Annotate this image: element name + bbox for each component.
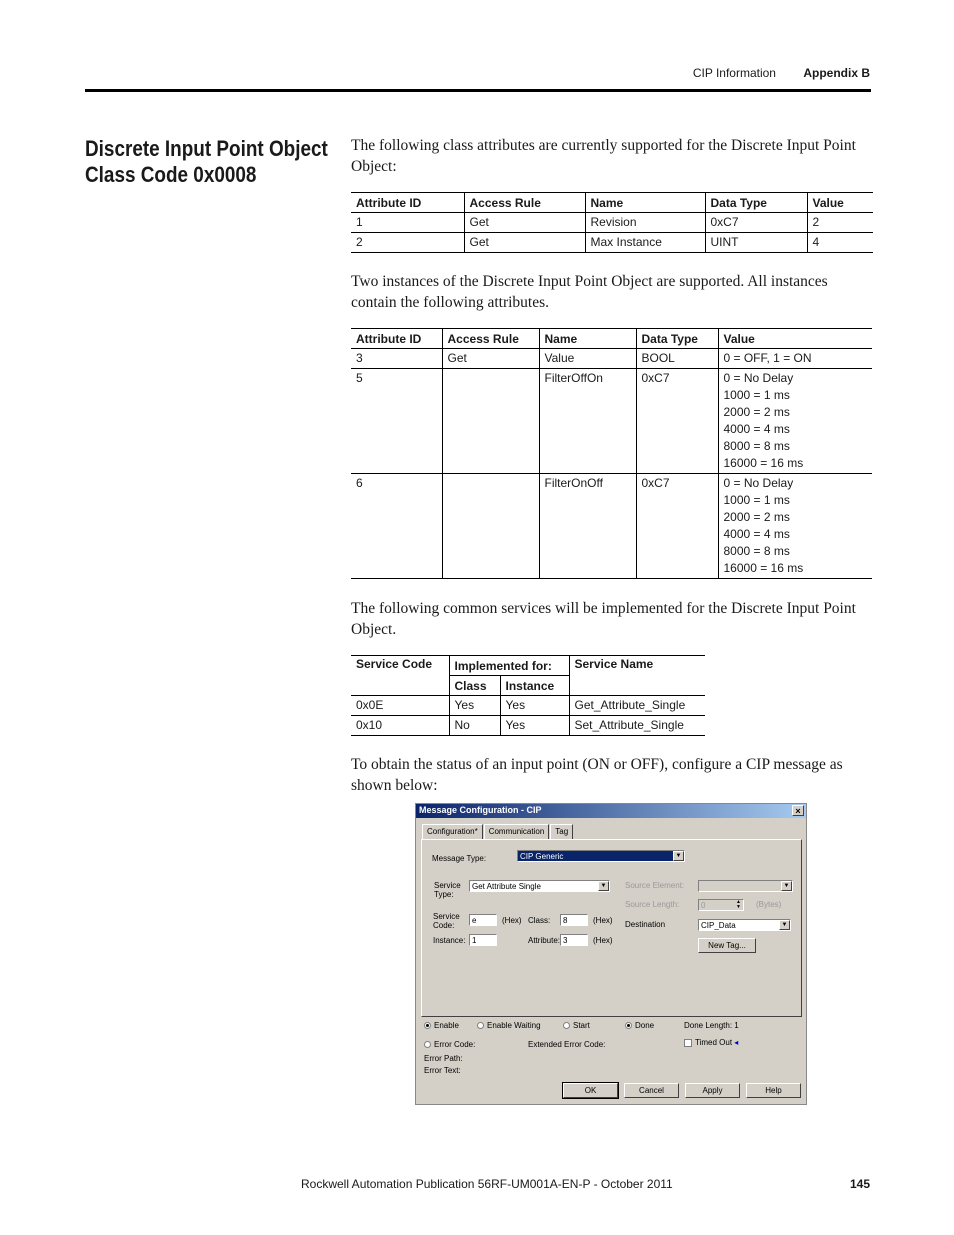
configuration-panel (421, 839, 802, 1017)
class-attributes-table (351, 192, 873, 253)
table-cell: 0xC7 (636, 369, 718, 474)
table-header-cell: Value (718, 329, 872, 349)
tab-tag[interactable]: Tag (550, 824, 573, 840)
attribute-label: Attribute: (528, 936, 561, 945)
table-cell: Get_Attribute_Single (569, 696, 705, 716)
class-label: Class: (528, 916, 551, 925)
table-row (351, 233, 873, 253)
close-icon[interactable]: × (792, 805, 804, 816)
attribute-field[interactable]: 3 (560, 934, 588, 946)
radio-icon (477, 1022, 484, 1029)
chevron-down-icon[interactable]: ▼ (781, 881, 792, 891)
status-paragraph: To obtain the status of an input point (ON or OFF), configure a CIP message as shown below: (351, 756, 843, 794)
cancel-button[interactable]: Cancel (624, 1083, 679, 1098)
table-cell: 0x10 (351, 716, 449, 736)
tab-configuration[interactable]: Configuration* (422, 824, 483, 840)
timed-out-checkbox[interactable] (684, 1038, 738, 1047)
enable-waiting-radio[interactable] (477, 1021, 541, 1030)
done-length-label: Done Length: 1 (684, 1021, 739, 1030)
hex-label: (Hex) (502, 916, 522, 925)
new-tag-button[interactable]: New Tag... (698, 938, 756, 953)
header-appendix: Appendix B (803, 66, 870, 80)
table-header-row (351, 193, 873, 213)
destination-label: Destination (625, 920, 666, 929)
radio-icon (424, 1041, 431, 1048)
service-type-value: Get Attribute Single (472, 882, 541, 891)
enable-waiting-label: Enable Waiting (487, 1021, 541, 1030)
table-cell: FilterOffOn (539, 369, 636, 474)
table-cell: Revision (585, 213, 705, 233)
source-element-label: Source Element: (625, 881, 685, 890)
table-cell: FilterOnOff (539, 474, 636, 579)
source-length-field[interactable] (698, 899, 744, 911)
source-length-value: 0 (701, 901, 706, 910)
hex-label: (Hex) (593, 936, 613, 945)
table-header-row (351, 656, 705, 676)
header-class: Class (449, 676, 500, 696)
timed-out-label: Timed Out (695, 1038, 733, 1047)
message-type-label: Message Type: (432, 854, 487, 863)
chevron-down-icon[interactable]: ▼ (598, 881, 609, 891)
table-cell (442, 474, 539, 579)
start-label: Start (573, 1021, 590, 1030)
table-row (351, 696, 705, 716)
table-row (351, 213, 873, 233)
table-cell: Set_Attribute_Single (569, 716, 705, 736)
class-field[interactable]: 8 (560, 914, 588, 926)
error-code-radio[interactable] (424, 1040, 475, 1049)
header-rule (85, 89, 871, 92)
running-header (693, 66, 870, 80)
table-cell: Max Instance (585, 233, 705, 253)
header-instance: Instance (500, 676, 569, 696)
error-text-label: Error Text: (424, 1066, 461, 1075)
table-cell: Get (464, 213, 585, 233)
help-button[interactable]: Help (746, 1083, 801, 1098)
message-type-select[interactable] (517, 850, 685, 862)
chevron-down-icon[interactable]: ▼ (673, 851, 684, 861)
table-cell: 5 (351, 369, 442, 474)
instance-label: Instance: (433, 936, 466, 945)
table-header-cell: Attribute ID (351, 329, 442, 349)
hex-label: (Hex) (593, 916, 613, 925)
table-header-cell: Data Type (636, 329, 718, 349)
table-header-row (351, 329, 872, 349)
instance-field[interactable]: 1 (469, 934, 497, 946)
enable-radio[interactable] (424, 1021, 459, 1030)
table-cell: 2 (351, 233, 464, 253)
table-cell: BOOL (636, 349, 718, 369)
table-cell: 0x0E (351, 696, 449, 716)
checkbox-icon (684, 1039, 692, 1047)
footer-publication: Rockwell Automation Publication 56RF-UM001A-EN-P - October 2011 (301, 1177, 673, 1191)
radio-icon (563, 1022, 570, 1029)
table-cell: 0xC7 (636, 474, 718, 579)
table-cell: Get (464, 233, 585, 253)
table-cell: 1 (351, 213, 464, 233)
ok-button[interactable]: OK (563, 1083, 618, 1098)
service-code-label: Service Code: (433, 912, 460, 930)
done-label: Done (635, 1021, 655, 1030)
instances-paragraph: Two instances of the Discrete Input Point Object are supported. All instances contain the following attributes. (351, 273, 828, 311)
table-header-cell: Name (585, 193, 705, 213)
table-header-cell: Name (539, 329, 636, 349)
dialog-tabs (422, 824, 574, 840)
table-cell: Yes (500, 696, 569, 716)
table-cell: 3 (351, 349, 442, 369)
table-header-cell: Access Rule (442, 329, 539, 349)
header-service-code: Service Code (351, 656, 449, 696)
source-length-label: Source Length: (625, 900, 680, 909)
table-cell: 0xC7 (705, 213, 807, 233)
bytes-label: (Bytes) (756, 900, 782, 909)
chevron-down-icon[interactable]: ▼ (779, 920, 790, 930)
destination-value: CIP_Data (701, 921, 736, 930)
table-cell: 0 = No Delay 1000 = 1 ms 2000 = 2 ms 4000 = 4 ms 8000 = 8 ms 16000 = 16 ms (718, 369, 872, 474)
table-cell: 4 (807, 233, 873, 253)
table-cell: 0 = No Delay 1000 = 1 ms 2000 = 2 ms 4000 = 4 ms 8000 = 8 ms 16000 = 16 ms (718, 474, 872, 579)
table-row (351, 474, 872, 579)
table-cell: Yes (500, 716, 569, 736)
table-cell: 0 = OFF, 1 = ON (718, 349, 872, 369)
enable-label: Enable (434, 1021, 459, 1030)
table-row (351, 369, 872, 474)
table-header-cell: Attribute ID (351, 193, 464, 213)
services-table (351, 655, 705, 736)
table-row (351, 349, 872, 369)
service-code-field[interactable]: e (469, 914, 497, 926)
apply-button[interactable]: Apply (685, 1083, 740, 1098)
radio-icon (424, 1022, 431, 1029)
header-implemented-for: Implemented for: (449, 656, 569, 676)
header-service-name: Service Name (569, 656, 705, 696)
arrow-left-icon: ◂ (734, 1038, 739, 1047)
message-configuration-dialog (415, 803, 807, 1105)
services-paragraph: The following common services will be implemented for the Discrete Input Point Object. (351, 600, 856, 638)
table-cell: Value (539, 349, 636, 369)
start-radio[interactable] (563, 1021, 590, 1030)
extended-error-code-label: Extended Error Code: (528, 1040, 606, 1049)
table-header-cell: Access Rule (464, 193, 585, 213)
service-type-label: Service Type: (434, 881, 461, 899)
message-type-value: CIP Generic (520, 852, 564, 861)
table-header-cell: Data Type (705, 193, 807, 213)
header-section: CIP Information (692, 66, 776, 80)
intro-paragraph: The following class attributes are currently supported for the Discrete Input Point Object: (351, 137, 856, 175)
table-cell: Yes (449, 696, 500, 716)
destination-select[interactable] (698, 919, 791, 931)
error-code-label: Error Code: (434, 1040, 476, 1049)
tab-communication[interactable]: Communication (484, 824, 550, 840)
radio-icon (625, 1022, 632, 1029)
dialog-title: Message Configuration - CIP (419, 805, 542, 815)
page-number: 145 (849, 1177, 870, 1191)
error-path-label: Error Path: (424, 1054, 463, 1063)
table-header-cell: Value (807, 193, 873, 213)
service-type-select[interactable] (469, 880, 610, 892)
dialog-titlebar (416, 804, 806, 818)
table-cell: No (449, 716, 500, 736)
table-cell (442, 369, 539, 474)
table-row (351, 716, 705, 736)
done-radio[interactable] (625, 1021, 654, 1030)
source-element-select[interactable] (698, 880, 793, 892)
table-cell: Get (442, 349, 539, 369)
section-title: Discrete Input Point Object Class Code 0x0008 (85, 136, 328, 187)
table-cell: 6 (351, 474, 442, 579)
spinner-icon[interactable]: ▲ ▼ (734, 900, 743, 910)
instance-attributes-table (351, 328, 872, 579)
table-cell: 2 (807, 213, 873, 233)
table-cell: UINT (705, 233, 807, 253)
